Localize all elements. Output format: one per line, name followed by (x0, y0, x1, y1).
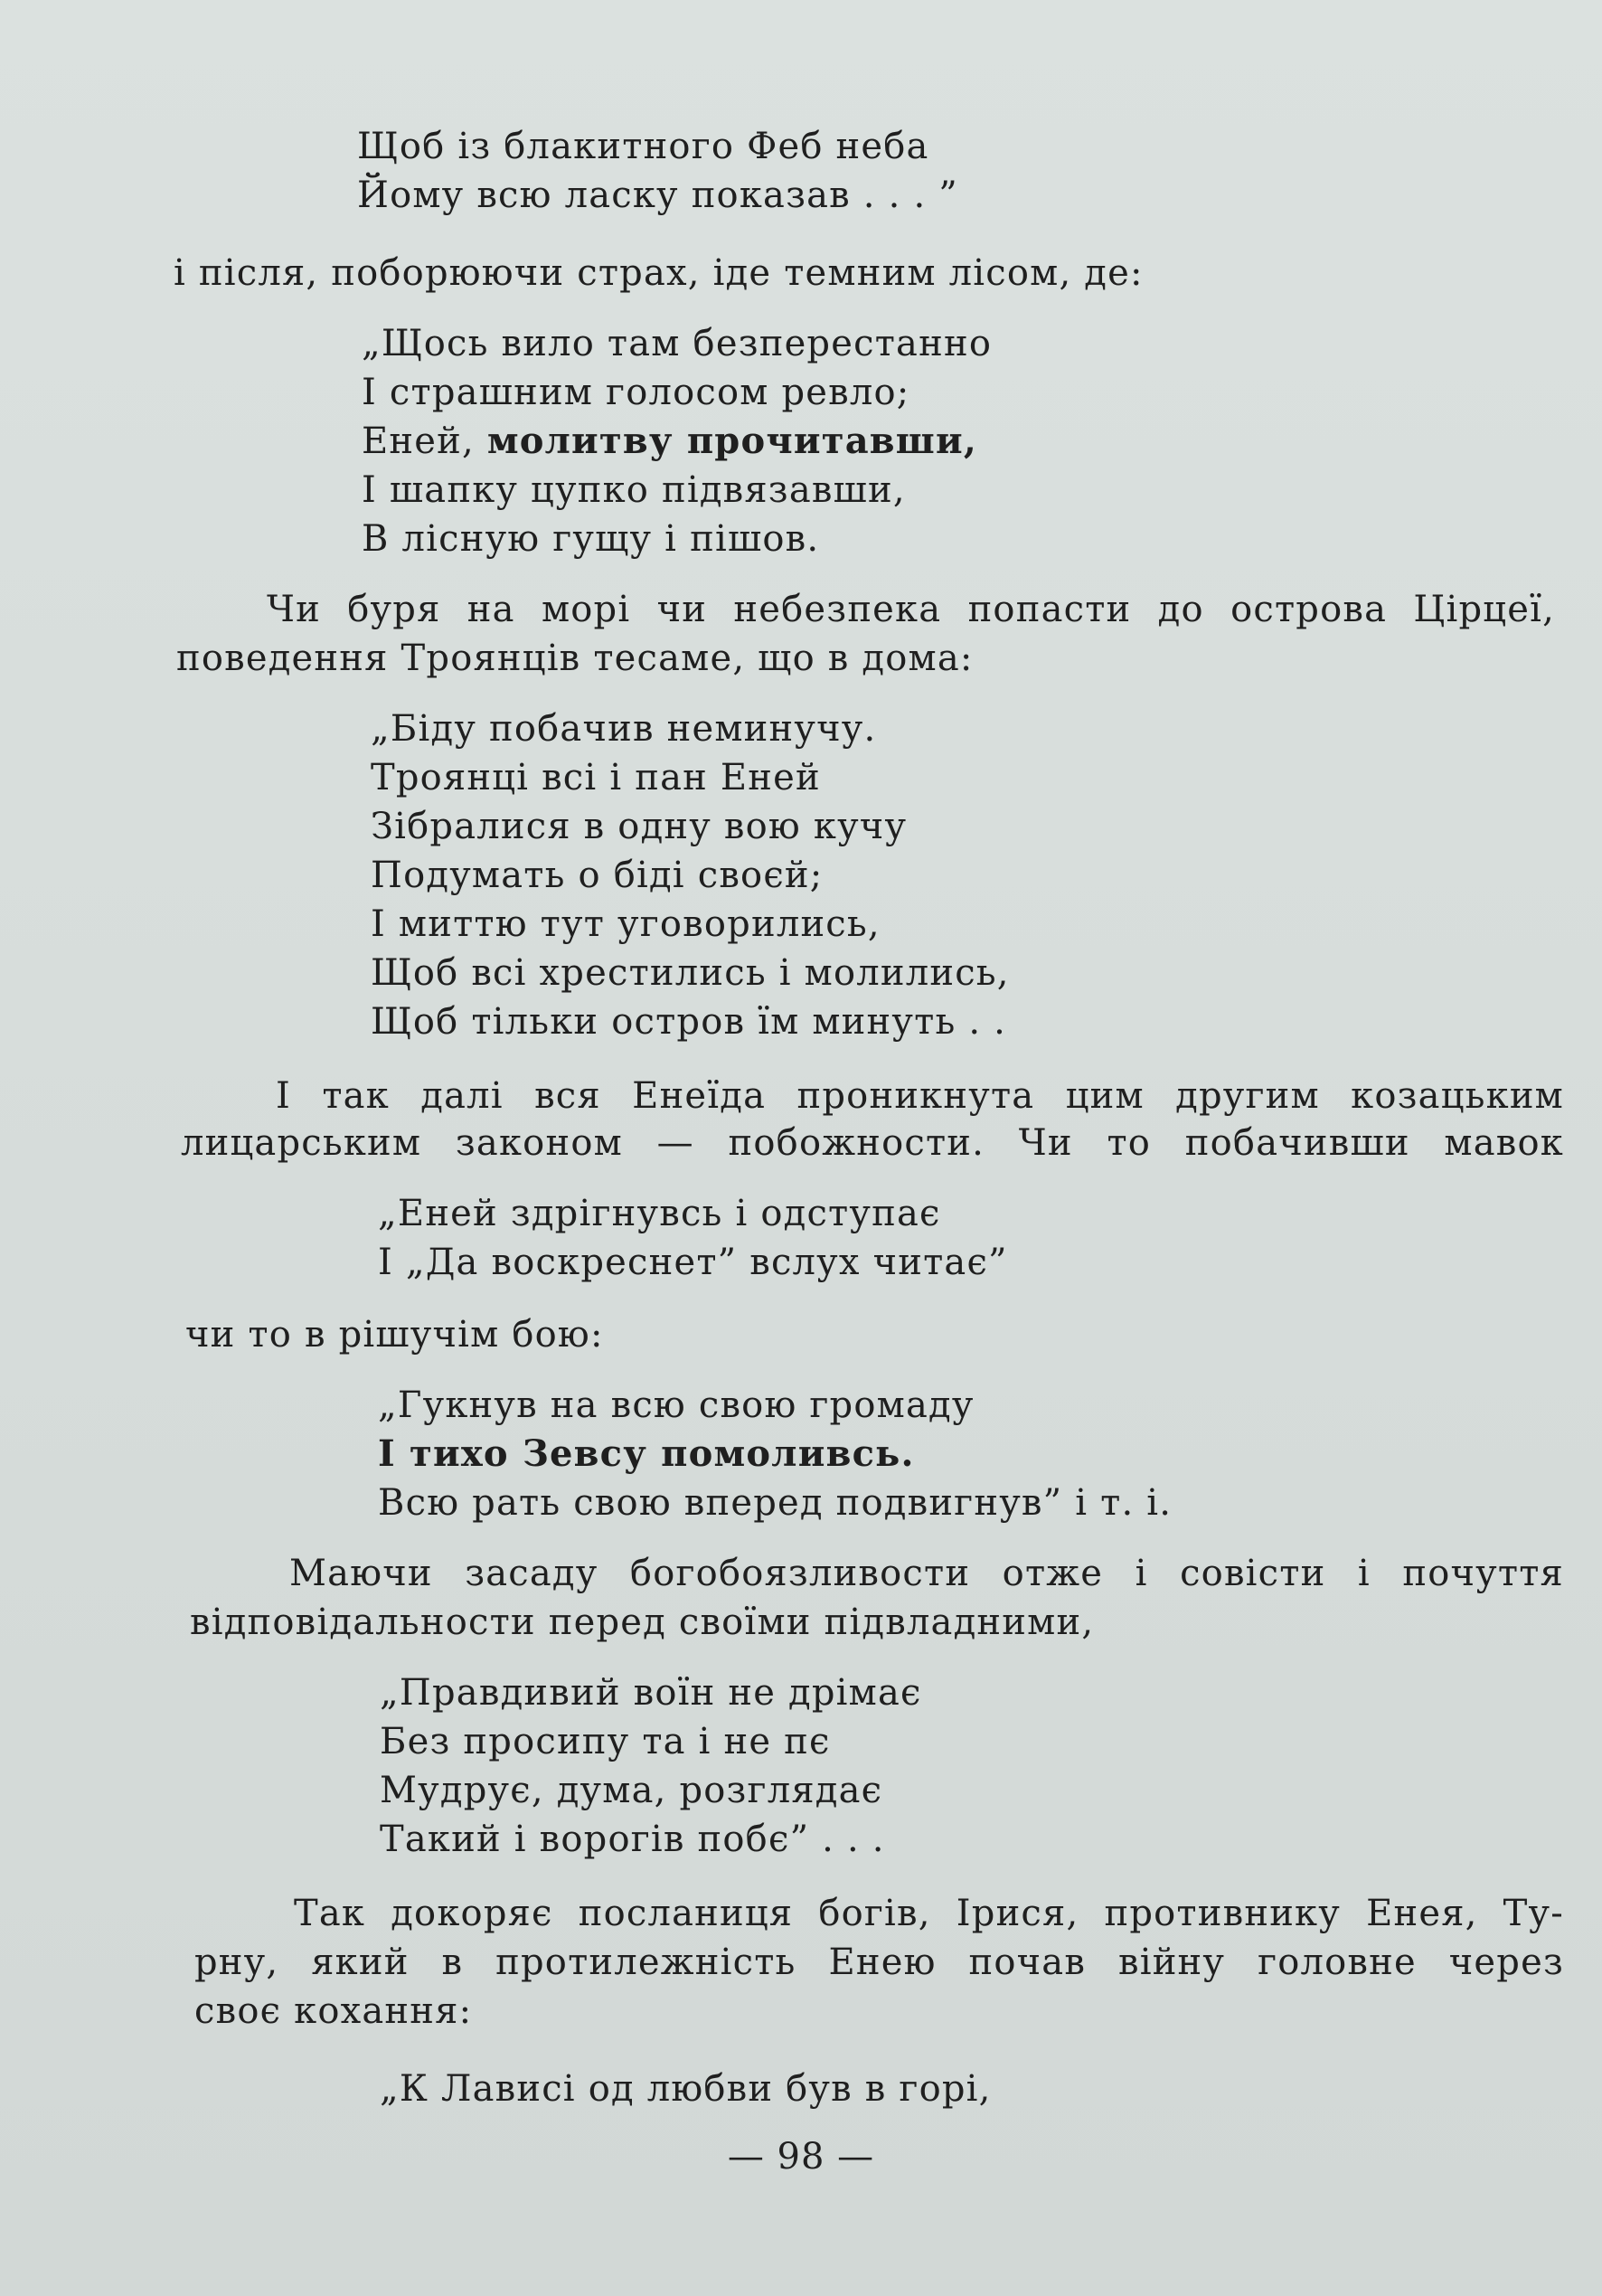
verse-line: Всю рать свою вперед подвигнув” і т. і. (378, 1482, 1173, 1524)
verse-bold: молитву прочитавши, (486, 420, 977, 462)
verse-line: „К Лависі од любви був в горі, (380, 2068, 992, 2110)
verse-line: Мудрує, дума, розглядає (380, 1770, 883, 1811)
verse-line: І „Да воскреснет” вслух читає” (378, 1242, 1008, 1283)
verse-line: Такий і ворогів побє” . . . (380, 1819, 885, 1860)
prose-line: лицарським законом — побожности. Чи то побачивши мавок (181, 1122, 1564, 1164)
prose-line: поведення Троянців тесаме, що в дома: (176, 638, 974, 679)
prose-line: Маючи засаду богобоязливости отже і совісти і почуття (289, 1553, 1564, 1594)
verse-line: Зібралися в одну вою кучу (371, 806, 908, 847)
verse-line: Щоб тільки остров їм минуть . . (371, 1001, 1007, 1043)
verse-line: І миттю тут уговорились, (371, 903, 881, 945)
page-number: — 98 — (727, 2136, 875, 2178)
prose-line: І так далі вся Енеїда проникнута цим другим козацьким (276, 1075, 1564, 1117)
verse-line (378, 1432, 915, 1475)
verse-line: „Біду побачив неминучу. (371, 708, 877, 750)
prose-line: чи то в рішучім бою: (185, 1314, 604, 1356)
verse-line: Подумать о біді своєй; (371, 855, 824, 896)
verse-line: „Щось вило там безперестанно (362, 323, 993, 364)
verse-line: Йому всю ласку показав . . . ” (357, 175, 958, 216)
verse-line: „Правдивий воїн не дрімає (380, 1672, 922, 1714)
verse-plain: Еней, (362, 420, 487, 462)
prose-line: Так докоряє посланиця богів, Ірися, противнику Енея, Ту- (294, 1893, 1564, 1934)
verse-bold: І тихо Зевсу помоливсь. (378, 1432, 915, 1475)
prose-line: відповідальности перед своїми підвладними, (190, 1602, 1095, 1643)
verse-line: „Еней здрігнувсь і одступає (378, 1193, 941, 1234)
verse-line: Щоб всі хрестились і молились, (371, 952, 1010, 994)
prose-line: своє кохання: (194, 1990, 473, 2032)
verse-line: В лісную гущу і пішов. (362, 518, 820, 560)
verse-line (362, 420, 977, 462)
verse-line: Троянці всі і пан Еней (371, 757, 821, 798)
verse-line: І шапку цупко підвязавши, (362, 469, 906, 511)
verse-line: Щоб із блакитного Феб неба (357, 126, 929, 167)
prose-line: рну, який в протилежність Енею почав війну головне через (194, 1942, 1564, 1983)
prose-line: і після, поборюючи страх, іде темним лісом, де: (174, 252, 1144, 294)
verse-line: „Гукнув на всю свою громаду (378, 1384, 975, 1426)
verse-line: І страшним голосом ревло; (362, 372, 910, 413)
prose-line: Чи буря на морі чи небезпека попасти до острова Цірцеї, (267, 589, 1555, 630)
verse-line: Без просипу та і не пє (380, 1721, 831, 1762)
